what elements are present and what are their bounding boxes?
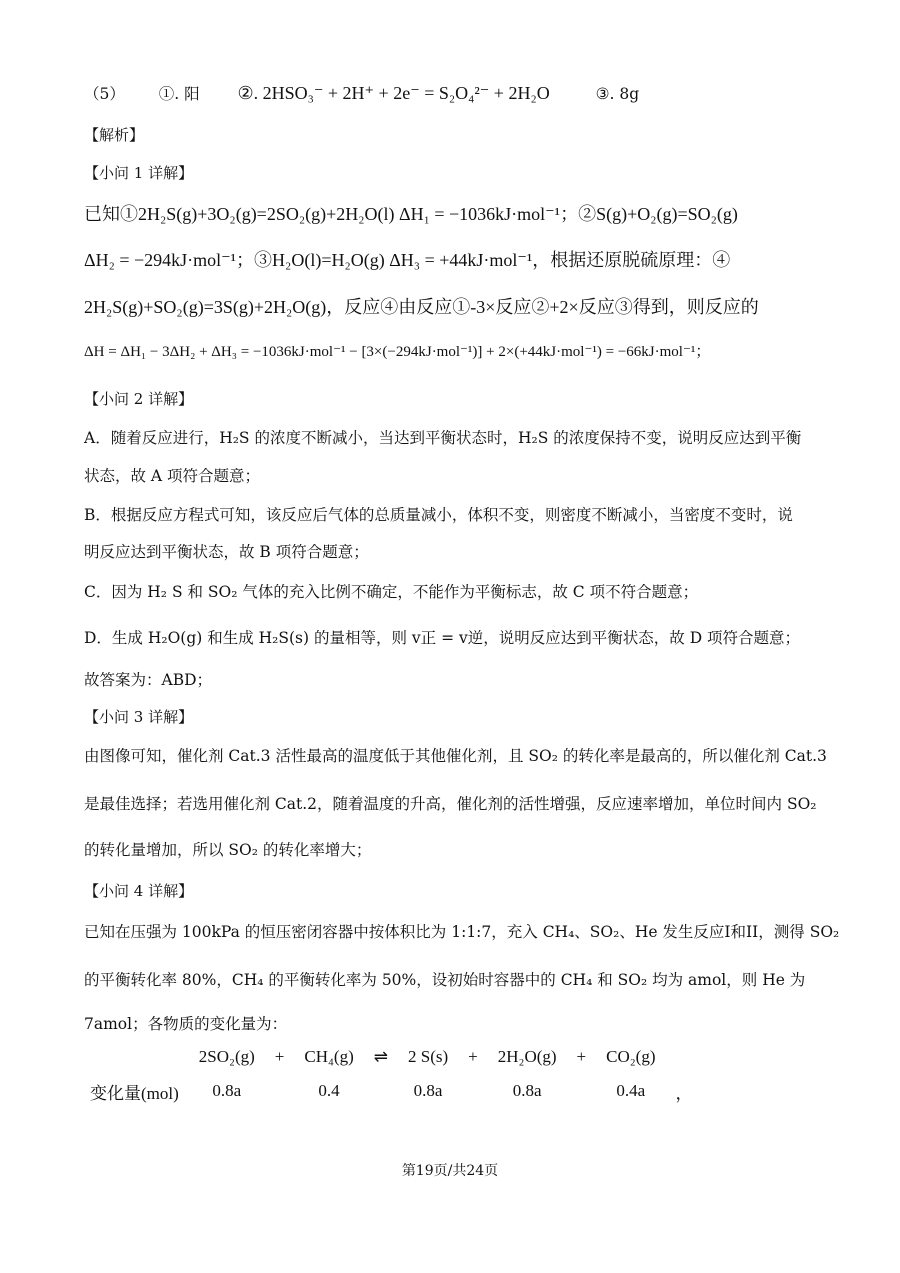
sub1-heading: 【小问 1 详解】 [84,164,194,182]
sub4-line-2: 的平衡转化率 80%，CH₄ 的平衡转化率为 50%，设初始时容器中的 CH₄ 和 SO₂ 均为 amol，则 He 为 [84,971,806,989]
sub2-b-line-1: B．根据反应方程式可知，该反应后气体的总质量减小，体积不变，则密度不断减小，当密度不变时，说 [84,506,793,524]
sub2-answer: 故答案为：ABD； [84,671,213,689]
species-h2o: 2H₂O(g) [497,1047,557,1066]
reaction-change-row [80,1074,703,1108]
sub2-a-line-2: 状态，故 A 项符合题意； [84,467,261,485]
change-so2: 0.8a [212,1081,242,1100]
sub2-heading: 【小问 2 详解】 [84,390,194,408]
sub1-line-2: ΔH₂ = −294kJ·mol⁻¹；③H₂O(l)=H₂O(g) ΔH₃ = +44kJ·mol⁻¹，根据还原脱硫原理：④ [84,250,731,270]
sub1-line-1: 已知①2H₂S(g)+3O₂(g)=2SO₂(g)+2H₂O(l) ΔH₁ = −1036kJ·mol⁻¹；②S(g)+O₂(g)=SO₂(g) [84,204,738,224]
plus-sign: + [274,1047,285,1066]
sub3-line-3: 的转化量增加，所以 SO₂ 的转化率增大； [84,841,372,859]
species-ch4: CH₄(g) [304,1047,354,1066]
reaction-change-table [80,1040,703,1108]
sub4-heading: 【小问 4 详解】 [84,882,194,900]
sub1-line-4: ΔH = ΔH₁ − 3ΔH₂ + ΔH₃ = −1036kJ·mol⁻¹ − [3×(−294kJ·mol⁻¹)] + 2×(+44kJ·mol⁻¹) = −66kJ·mol⁻¹； [84,344,711,360]
species-so2: 2SO₂(g) [198,1047,255,1066]
sub1-line-3: 2H₂S(g)+SO₂(g)=3S(g)+2H₂O(g)，反应④由反应①-3×反应②+2×反应③得到，则反应的 [84,297,759,317]
q5-answer-3: ③. 8g [595,85,640,103]
row-label: 变化量(mol) [90,1083,179,1103]
sub2-c-line: C．因为 H₂ S 和 SO₂ 气体的充入比例不确定，不能作为平衡标志，故 C 项不符合题意； [84,583,699,601]
change-co2: 0.4a [616,1081,646,1100]
sub2-b-line-2: 明反应达到平衡状态，故 B 项符合题意； [84,543,369,561]
page-footer: 第19页/共24页 [401,1163,499,1179]
sub3-line-2: 是最佳选择；若选用催化剂 Cat.2，随着温度的升高，催化剂的活性增强，反应速率增加，单位时间内 SO₂ [84,795,817,813]
plus-sign: + [468,1047,478,1066]
species-co2: CO₂(g) [606,1047,656,1066]
change-ch4: 0.4 [318,1081,340,1100]
trailing-comma: ， [675,1083,693,1103]
change-h2o: 0.8a [512,1081,542,1100]
sub4-line-1: 已知在压强为 100kPa 的恒压密闭容器中按体积比为 1:1:7，充入 CH₄、SO₂、He 发生反应I和II，测得 SO₂ [84,923,840,941]
plus-sign: + [576,1047,587,1066]
sub3-heading: 【小问 3 详解】 [84,708,194,726]
sub3-line-1: 由图像可知，催化剂 Cat.3 活性最高的温度低于其他催化剂，且 SO₂ 的转化率是最高的，所以催化剂 Cat.3 [84,747,827,765]
sub4-line-3: 7amol；各物质的变化量为： [84,1015,288,1033]
q5-answer-2: ②. 2HSO₃⁻ + 2H⁺ + 2e⁻ = S₂O₄²⁻ + 2H₂O [237,83,550,103]
reaction-equation-row [80,1040,703,1074]
q5-answer-line [84,82,639,104]
equilibrium-arrow: ⇌ [373,1047,388,1066]
q5-answer-1: ①. 阳 [158,85,200,103]
q5-label: （5） [84,85,125,103]
change-s: 0.8a [413,1081,443,1100]
sub2-a-line-1: A．随着反应进行，H₂S 的浓度不断减小，当达到平衡状态时，H₂S 的浓度保持不变，说明反应达到平衡 [84,429,802,447]
sub2-d-line: D．生成 H₂O(g) 和生成 H₂S(s) 的量相等，则 v正 = v逆，说明反应达到平衡状态，故 D 项符合题意； [84,629,801,647]
analysis-heading: 【解析】 [84,126,145,144]
species-s: 2 S(s) [407,1047,449,1066]
